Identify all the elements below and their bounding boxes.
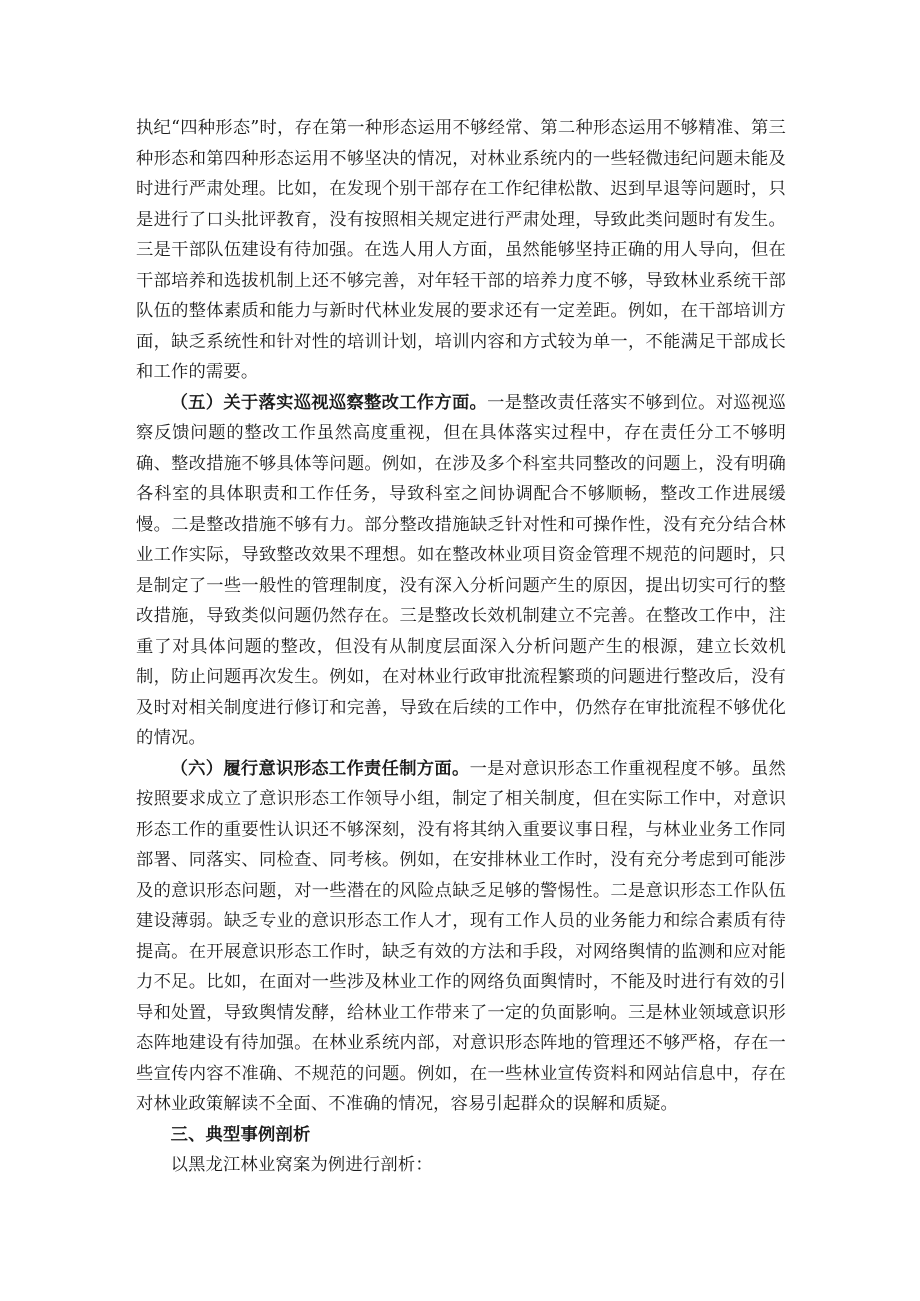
paragraph-text: 执纪“四种形态”时，存在第一种形态运用不够经常、第二种形态运用不够精准、第三种形态和第四种形态运用不够坚决的情况，对林业系统内的一些轻微违纪问题未能及时进行严肃处理。比如，在发现个别干部存在工作纪律松散、迟到早退等问题时，只是进行了口头批评教育，没有按照相关规定进行严肃处理，导致此类问题时有发生。三是干部队伍建设有待加强。在选人用人方面，虽然能够坚持正确的用人导向，但在干部培养和选拔机制上还不够完善，对年轻干部的培养力度不够，导致林业系统干部队伍的整体素质和能力与新时代林业发展的要求还有一定差距。例如，在干部培训方面，缺乏系统性和针对性的培训计划，培训内容和方式较为单一，不能满足干部成长和工作的需要。	[136, 118, 786, 382]
paragraph-ideology-responsibility	[136, 754, 786, 1120]
paragraph-lead-heading: （五）关于落实巡视巡察整改工作方面。	[170, 392, 488, 413]
paragraph-lead-heading: （六）履行意识形态工作责任制方面。	[170, 758, 470, 779]
paragraph-text: 一是对意识形态工作重视程度不够。虽然按照要求成立了意识形态工作领导小组，制定了相关制度，但在实际工作中，对意识形态工作的重要性认识还不够深刻，没有将其纳入重要议事日程，与林业业务工作同部署、同落实、同检查、同考核。例如，在安排林业工作时，没有充分考虑到可能涉及的意识形态问题，对一些潜在的风险点缺乏足够的警惕性。二是意识形态工作队伍建设薄弱。缺乏专业的意识形态工作人才，现有工作人员的业务能力和综合素质有待提高。在开展意识形态工作时，缺乏有效的方法和手段，对网络舆情的监测和应对能力不足。比如，在面对一些涉及林业工作的网络负面舆情时，不能及时进行有效的引导和处置，导致舆情发酵，给林业工作带来了一定的负面影响。三是林业领域意识形态阵地建设有待加强。在林业系统内部，对意识形态阵地的管理还不够严格，存在一些宣传内容不准确、不规范的问题。例如，在一些林业宣传资料和网站信息中，存在对林业政策解读不全面、不准确的情况，容易引起群众的误解和质疑。	[136, 758, 786, 1114]
document-body	[136, 113, 786, 1181]
paragraph-inspection-rectification	[136, 388, 786, 754]
paragraph-case-intro: 以黑龙江林业窝案为例进行剖析：	[170, 1155, 433, 1175]
section-heading: 三、典型事例剖析	[170, 1124, 311, 1145]
paragraph-discipline-continued	[136, 113, 786, 388]
paragraph-text: 一是整改责任落实不够到位。对巡视巡察反馈问题的整改工作虽然高度重视，但在具体落实过程中，存在责任分工不够明确、整改措施不够具体等问题。例如，在涉及多个科室共同整改的问题上，没有明确各科室的具体职责和工作任务，导致科室之间协调配合不够顺畅，整改工作进展缓慢。二是整改措施不够有力。部分整改措施缺乏针对性和可操作性，没有充分结合林业工作实际，导致整改效果不理想。如在整改林业项目资金管理不规范的问题时，只是制定了一些一般性的管理制度，没有深入分析问题产生的原因，提出切实可行的整改措施，导致类似问题仍然存在。三是整改长效机制建立不完善。在整改工作中，注重了对具体问题的整改，但没有从制度层面深入分析问题产生的根源，建立长效机制，防止问题再次发生。例如，在对林业行政审批流程繁琐的问题进行整改后，没有及时对相关制度进行修订和完善，导致在后续的工作中，仍然存在审批流程不够优化的情况。	[136, 392, 786, 748]
